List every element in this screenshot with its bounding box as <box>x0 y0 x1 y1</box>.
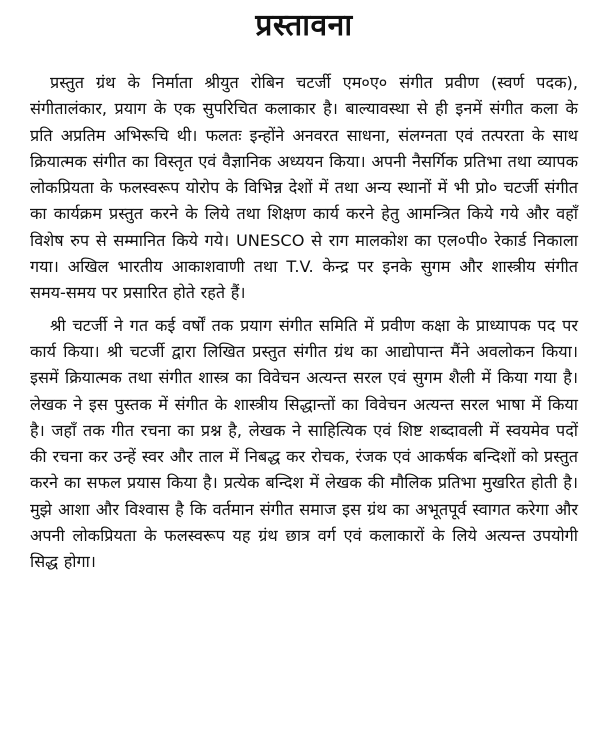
document-title: प्रस्तावना <box>255 8 353 43</box>
paragraph-2: श्री चटर्जी ने गत कई वर्षों तक प्रयाग संगीत समिति में प्रवीण कक्षा के प्राध्यापक पद पर कार्य किया। श्री चटर्जी द्वारा लिखित प्रस्तुत संगीत ग्रंथ का आद्योपान्त मैंने अवलोकन किया। इसमें क्रियात्मक तथा संगीत शास्त्र का विवेचन अत्यन्त सरल एवं सुगम शैली में किया गया है। लेखक ने इस पुस्तक में संगीत के शास्त्रीय सिद्धान्तों का विवेचन अत्यन्त सरल भाषा में किया है। जहाँ तक गीत रचना का प्रश्न है, लेखक ने साहित्यिक एवं शिष्ट शब्दावली में स्वयमेव पदों की रचना कर उन्हें स्वर और ताल में निबद्ध कर रोचक, रंजक एवं आकर्षक बन्दिशों को प्रस्तुत करने का सफल प्रयास किया है। प्रत्येक बन्दिश में लेखक की मौलिक प्रतिभा मुखरित होती है। मुझे आशा और विश्वास है कि वर्तमान संगीत समाज इस ग्रंथ का अभूतपूर्व स्वागत करेगा और अपनी लोकप्रियता के फलस्वरूप यह ग्रंथ छात्र वर्ग एवं कलाकारों के लिये अत्यन्त उपयोगी सिद्ध होगा। <box>30 315 578 572</box>
paragraph-1: प्रस्तुत ग्रंथ के निर्माता श्रीयुत रोबिन चटर्जी एम०ए० संगीत प्रवीण (स्वर्ण पदक), संगीतालंकार, प्रयाग के एक सुपरिचित कलाकार है। बाल्यावस्था से ही इनमें संगीत कला के प्रति अप्रतिम अभिरूचि थी। फलतः इन्होंने अनवरत साधना, संलग्नता एवं तत्परता के साथ क्रियात्मक संगीत का विस्तृत एवं वैज्ञानिक अध्ययन किया। अपनी नैसर्गिक प्रतिभा तथा व्यापक लोकप्रियता के फलस्वरूप योरोप के विभिन्न देशों में तथा अन्य स्थानों में भी प्रो० चटर्जी संगीत का कार्यक्रम प्रस्तुत करने के लिये तथा शिक्षण कार्य करने हेतु आमन्त्रित किये गये और वहाँ विशेष रुप से सम्मानित किये गये। UNESCO से राग मालकोश का एल०पी० रेकार्ड निकाला गया। अखिल भारतीय आकाशवाणी तथा T.V. केन्द्र पर इनके सुगम और शास्त्रीय संगीत समय-समय पर प्रसारित होते रहते हैं। <box>30 73 578 303</box>
